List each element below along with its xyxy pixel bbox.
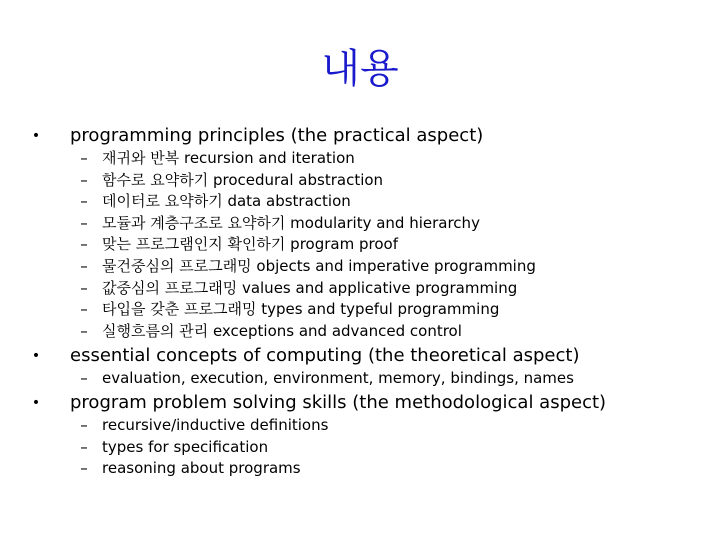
dash-icon: –: [80, 256, 88, 275]
sub-item: [0, 458, 720, 480]
sub-item: [0, 278, 720, 300]
sub-item: [0, 213, 720, 235]
dash-icon: –: [80, 437, 88, 456]
dash-icon: –: [80, 192, 88, 211]
bullet-icon: •: [31, 348, 41, 364]
dash-icon: –: [80, 459, 88, 478]
sub-item: [0, 299, 720, 321]
dash-icon: –: [80, 300, 88, 319]
sub-item-text: 물건중심의 프로그래밍 objects and imperative programming: [102, 256, 536, 275]
sub-item: [0, 191, 720, 213]
bullet-icon: •: [31, 128, 41, 144]
slide-title: 내용: [321, 46, 399, 92]
section-essential-concepts: [0, 344, 720, 390]
bullet-heading: program problem solving skills (the methodological aspect): [70, 392, 607, 413]
bullet-item: [0, 124, 720, 148]
dash-icon: –: [80, 170, 88, 189]
sub-item-text: 실행흐름의 관리 exceptions and advanced control: [102, 321, 462, 340]
sub-item-text: 값중심의 프로그래밍 values and applicative programming: [102, 278, 518, 297]
section-programming-principles: [0, 124, 720, 342]
sub-item: [0, 256, 720, 278]
sub-item: [0, 170, 720, 192]
sub-item-text: recursive/inductive definitions: [102, 416, 329, 434]
sub-item: [0, 368, 720, 390]
bullet-icon: •: [31, 395, 41, 411]
bullet-heading: essential concepts of computing (the theoretical aspect): [70, 345, 580, 366]
dash-icon: –: [80, 321, 88, 340]
sub-item-text: 타입을 갖춘 프로그래밍 types and typeful programming: [102, 300, 500, 319]
sub-item: [0, 437, 720, 459]
sub-item-text: evaluation, execution, environment, memory, bindings, names: [102, 369, 574, 387]
sub-item-text: 데이터로 요약하기 data abstraction: [102, 192, 351, 211]
sub-item: [0, 234, 720, 256]
dash-icon: –: [80, 416, 88, 434]
sub-item: [0, 415, 720, 437]
dash-icon: –: [80, 149, 88, 167]
sub-item-text: 함수로 요약하기 procedural abstraction: [102, 170, 384, 189]
section-problem-solving-skills: [0, 391, 720, 480]
dash-icon: –: [80, 369, 88, 387]
sub-item-text: 모듈과 계층구조로 요약하기 modularity and hierarchy: [102, 213, 480, 232]
sub-item-text: reasoning about programs: [102, 459, 301, 478]
dash-icon: –: [80, 235, 88, 254]
bullet-item: [0, 391, 720, 415]
sub-item-text: 재귀와 반복 recursion and iteration: [102, 149, 355, 167]
dash-icon: –: [80, 278, 88, 297]
dash-icon: –: [80, 213, 88, 232]
sub-item-text: types for specification: [102, 437, 269, 456]
sub-item: [0, 321, 720, 343]
sub-item-text: 맞는 프로그램인지 확인하기 program proof: [102, 235, 398, 254]
bullet-item: [0, 344, 720, 368]
bullet-heading: programming principles (the practical aspect): [70, 125, 484, 146]
sub-item: [0, 148, 720, 170]
